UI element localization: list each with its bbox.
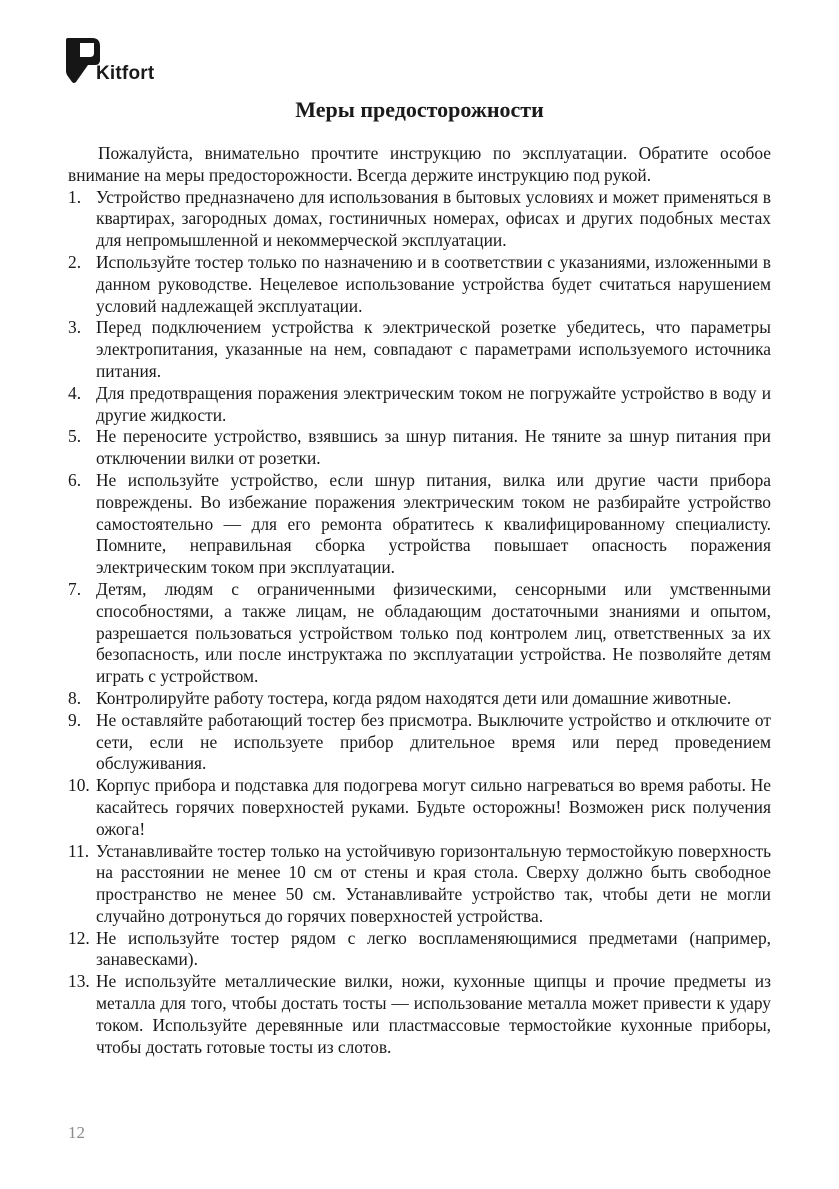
brand-name: Kitfort (96, 63, 155, 84)
rule-item (68, 252, 771, 317)
rule-text: Не используйте устройство, если шнур питания, вилка или другие части прибора повреждены. Во избежание поражения электрическим током не разбирайте устройство самостоятельно — для его ремонта обратитесь к квалифицированному специалисту. Помните, неправильная сборка устройства повышает опасность поражения электрическим током при эксплуатации. (96, 469, 771, 578)
safety-rules-list (68, 187, 771, 1059)
rule-item (68, 426, 771, 470)
rule-number: 9. (68, 709, 82, 730)
rule-text: Не используйте металлические вилки, ножи, кухонные щипцы и прочие предметы из металла для того, чтобы достать тосты — использование металла может привести к удару током. Используйте деревянные или пластмассовые термостойкие кухонные приборы, чтобы достать готовые тосты из слотов. (96, 971, 771, 1057)
rule-item (68, 688, 771, 710)
rule-text: Детям, людям с ограниченными физическими, сенсорными или умственными способностями, а также лицам, не обладающим достаточными знаниями и опытом, разрешается пользоваться устройством только под контролем лиц, ответственных за их безопасность, или после инструктажа по эксплуатации устройства. Не позволяйте детям играть с устройством. (96, 578, 771, 687)
rule-number: 11. (68, 840, 90, 861)
rule-item (68, 187, 771, 252)
rule-number: 1. (68, 186, 82, 207)
rule-number: 12. (68, 927, 90, 948)
rule-text: Не оставляйте работающий тостер без присмотра. Выключите устройство и отключите от сети, если не используете прибор длительное время или перед проведением обслуживания. (96, 709, 771, 774)
rule-item (68, 710, 771, 775)
safety-content (68, 143, 771, 1058)
rule-number: 6. (68, 469, 82, 490)
rule-number: 8. (68, 687, 82, 708)
rule-text: Устройство предназначено для использования в бытовых условиях и может применяться в квартирах, загородных домах, гостиничных номерах, офисах и других подобных местах для непромышленной и некоммерческой эксплуатации. (96, 186, 771, 251)
rule-item (68, 383, 771, 427)
rule-item (68, 470, 771, 579)
rule-number: 7. (68, 578, 82, 599)
rule-number: 4. (68, 382, 82, 403)
rule-item (68, 971, 771, 1058)
intro-paragraph: Пожалуйста, внимательно прочтите инструкцию по эксплуатации. Обратите особое внимание на меры предосторожности. Всегда держите инструкцию под рукой. (68, 143, 771, 185)
rule-number: 2. (68, 251, 82, 272)
rule-item (68, 775, 771, 840)
rule-item (68, 579, 771, 688)
page-number: 12 (68, 1123, 85, 1142)
rule-item (68, 928, 771, 972)
rule-text: Корпус прибора и подставка для подогрева могут сильно нагреваться во время работы. Не касайтесь горячих поверхностей руками. Будьте осторожны! Возможен риск получения ожога! (96, 775, 771, 839)
rule-text: Устанавливайте тостер только на устойчивую горизонтальную термостойкую поверхность на расстоянии не менее 10 см от стены и края стола. Сверху должно быть свободное пространство не менее 50 см. Устанавливайте устройство так, чтобы дети не могли случайно дотронуться до горячих поверхностей устройства. (96, 840, 771, 926)
rule-text: Не используйте тостер рядом с легко воспламеняющимися предметами (например, занавесками). (96, 927, 771, 970)
rule-text: Контролируйте работу тостера, когда рядом находятся дети или домашние животные. (96, 687, 732, 708)
page-title: Меры предосторожности (295, 97, 544, 122)
rule-number: 10. (68, 775, 90, 796)
rule-number: 5. (68, 426, 82, 447)
rule-item (68, 317, 771, 382)
rule-number: 3. (68, 317, 82, 338)
rule-item (68, 841, 771, 928)
rule-text: Не переносите устройство, взявшись за шнур питания. Не тяните за шнур питания при отключении вилки от розетки. (96, 426, 771, 469)
rule-text: Для предотвращения поражения электрическим током не погружайте устройство в воду и другие жидкости. (96, 382, 771, 425)
rule-text: Используйте тостер только по назначению и в соответствии с указаниями, изложенными в данном руководстве. Нецелевое использование устройства будет считаться нарушением условий надлежащей эксплуатации. (96, 251, 771, 316)
rule-text: Перед подключением устройства к электрической розетке убедитесь, что параметры электропитания, указанные на нем, совпадают с параметрами используемого источника питания. (96, 317, 771, 381)
rule-number: 13. (68, 971, 90, 992)
